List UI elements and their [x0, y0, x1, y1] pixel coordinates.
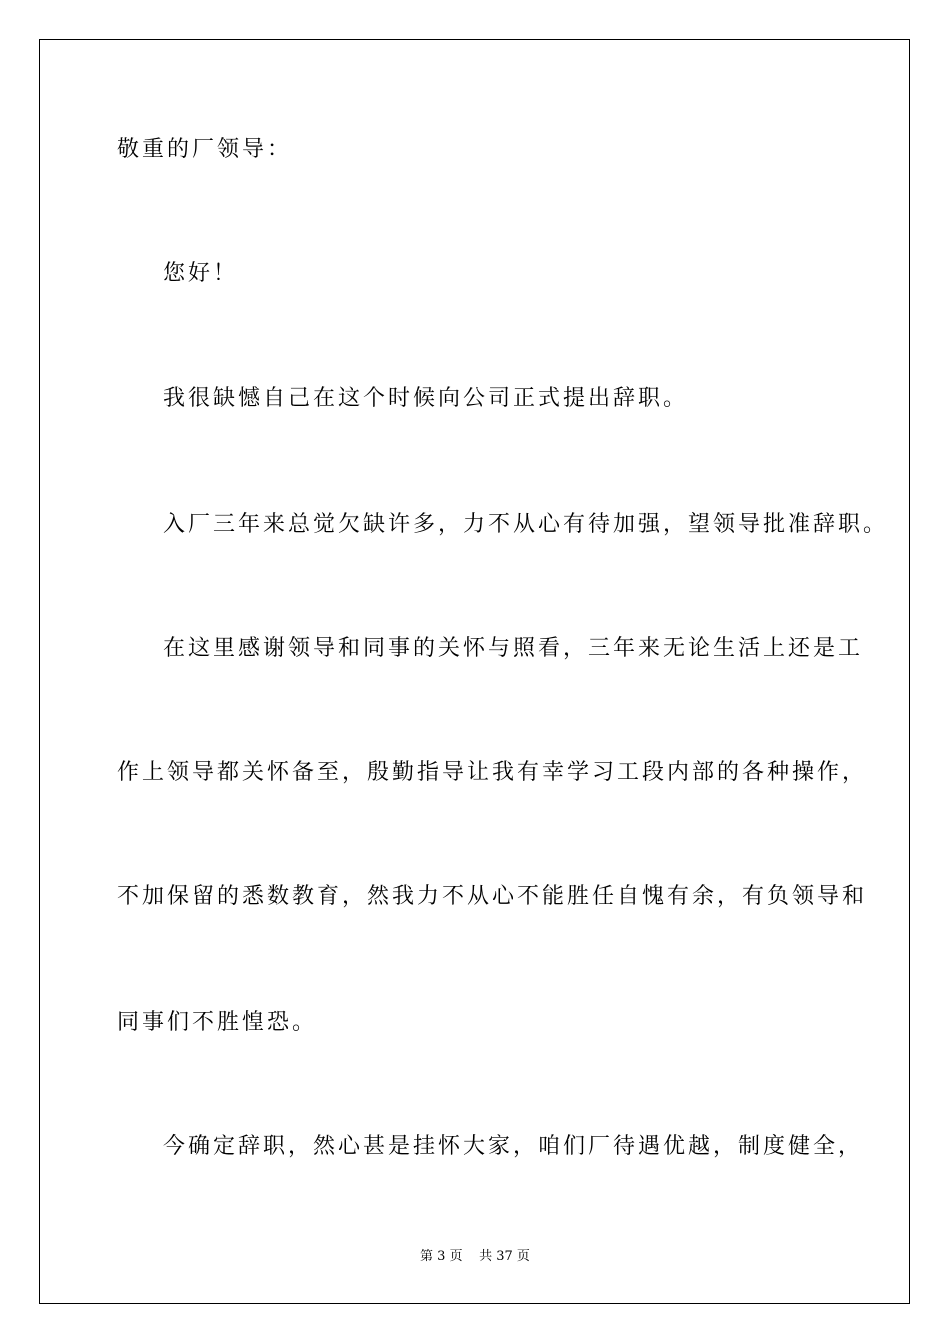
paragraph-line: 作上领导都关怀备至，殷勤指导让我有幸学习工段内部的各种操作， — [117, 760, 868, 785]
paragraph-line: 今确定辞职，然心甚是挂怀大家，咱们厂待遇优越，制度健全， — [163, 1134, 864, 1159]
paragraph-line: 不加保留的悉数教育，然我力不从心不能胜任自愧有余，有负领导和 — [117, 884, 868, 909]
greeting: 您好！ — [163, 261, 239, 286]
paragraph-line: 同事们不胜惶恐。 — [117, 1010, 318, 1035]
salutation: 敬重的厂领导： — [117, 137, 293, 162]
paragraph-line: 在这里感谢领导和同事的关怀与照看，三年来无论生活上还是工 — [163, 636, 864, 661]
paragraph-line: 入厂三年来总觉欠缺许多，力不从心有待加强，望领导批准辞职。 — [163, 512, 889, 537]
page-number: 第 3 页 — [420, 1249, 463, 1264]
page-total: 共 37 页 — [479, 1249, 530, 1264]
page-border — [39, 39, 910, 1304]
paragraph-line: 我很缺憾自己在这个时候向公司正式提出辞职。 — [163, 386, 689, 411]
page-footer — [0, 1248, 950, 1266]
